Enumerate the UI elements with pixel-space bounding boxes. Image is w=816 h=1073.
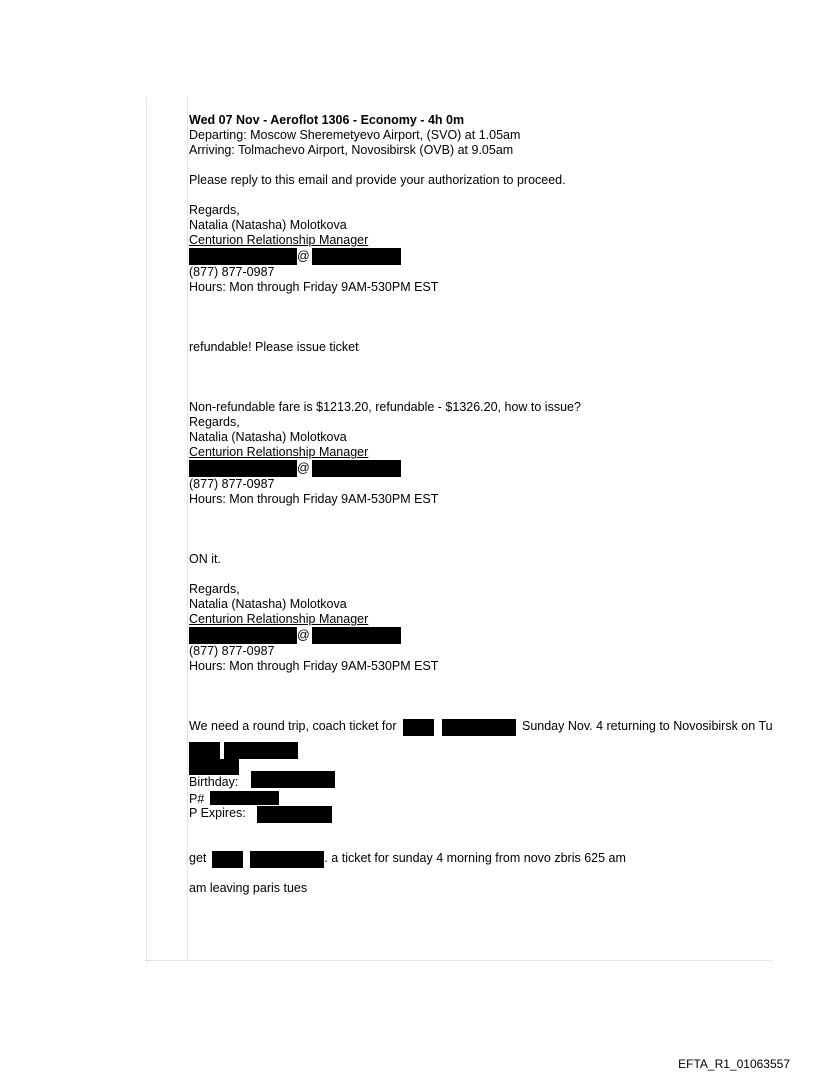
signature-regards: Regards, [189, 203, 240, 217]
redaction-bar [312, 460, 401, 477]
signature-hours: Hours: Mon through Friday 9AM-530PM EST [189, 280, 439, 294]
round-trip-request [189, 719, 816, 734]
passport-expires-row [189, 806, 816, 823]
redaction-bar [251, 771, 335, 788]
leaving-paris-note: am leaving paris tues [189, 881, 308, 895]
signature-name: Natalia (Natasha) Molotkova [189, 218, 347, 232]
email-at-sign: @ [297, 461, 310, 475]
redaction-bar [312, 627, 401, 644]
redaction-bar [403, 719, 434, 736]
document-id: EFTA_R1_01063557 [678, 1057, 790, 1071]
redaction-bar [189, 627, 297, 644]
redaction-bar [312, 248, 401, 265]
ticket-request [189, 851, 816, 866]
redaction-bar [257, 806, 332, 823]
redaction-bar [189, 460, 297, 477]
round-trip-prefix: We need a round trip, coach ticket for [189, 719, 397, 733]
signature-regards: Regards, [189, 582, 240, 596]
signature-title: Centurion Relationship Manager [189, 445, 369, 459]
signature-hours: Hours: Mon through Friday 9AM-530PM EST [189, 492, 439, 506]
round-trip-suffix: Sunday Nov. 4 returning to Novosibirsk on Tu [521, 719, 773, 733]
ticket-request-prefix: get [189, 851, 207, 865]
flight-arriving: Arriving: Tolmachevo Airport, Novosibirsk (OVB) at 9.05am [189, 143, 514, 157]
passport-expires-label: P Expires: [189, 806, 246, 820]
reply-on-it: ON it. [189, 552, 221, 566]
signature-block [189, 203, 816, 295]
signature-hours: Hours: Mon through Friday 9AM-530PM EST [189, 659, 439, 673]
redacted-email [189, 460, 816, 477]
passport-row [189, 792, 816, 806]
birthday-row [189, 775, 816, 792]
redaction-bar [210, 791, 279, 805]
quote-frame-bottom [146, 960, 772, 961]
signature-block [189, 582, 816, 674]
email-thread [189, 113, 816, 896]
redaction-bar [442, 719, 516, 736]
signature-phone: (877) 877-0987 [189, 477, 275, 491]
redacted-email [189, 248, 816, 265]
ticket-request-suffix: . a ticket for sunday 4 morning from novo zbris 625 am [324, 851, 626, 865]
redacted-email [189, 627, 816, 644]
signature-title: Centurion Relationship Manager [189, 233, 369, 247]
authorization-request: Please reply to this email and provide your authorization to proceed. [189, 173, 566, 187]
quote-frame-left [146, 97, 188, 960]
redaction-bar [224, 742, 298, 759]
birthday-label: Birthday: [189, 775, 239, 789]
email-at-sign: @ [297, 249, 310, 263]
reply-refundable: refundable! Please issue ticket [189, 340, 359, 354]
passport-label: P# [189, 792, 205, 806]
flight-header: Wed 07 Nov - Aeroflot 1306 - Economy - 4h 0m [189, 113, 465, 127]
signature-block [189, 415, 816, 507]
signature-name: Natalia (Natasha) Molotkova [189, 597, 347, 611]
signature-phone: (877) 877-0987 [189, 644, 275, 658]
signature-name: Natalia (Natasha) Molotkova [189, 430, 347, 444]
redaction-bar [189, 248, 297, 265]
redaction-bar [212, 851, 243, 868]
signature-title: Centurion Relationship Manager [189, 612, 369, 626]
redaction-bar [250, 851, 324, 868]
signature-regards: Regards, [189, 415, 240, 429]
passenger-details [189, 742, 816, 823]
fare-question: Non-refundable fare is $1213.20, refundable - $1326.20, how to issue? [189, 400, 581, 414]
redaction-bar [189, 759, 239, 775]
signature-phone: (877) 877-0987 [189, 265, 275, 279]
redaction-bar [189, 742, 220, 759]
email-at-sign: @ [297, 628, 310, 642]
flight-departing: Departing: Moscow Sheremetyevo Airport, (SVO) at 1.05am [189, 128, 521, 142]
